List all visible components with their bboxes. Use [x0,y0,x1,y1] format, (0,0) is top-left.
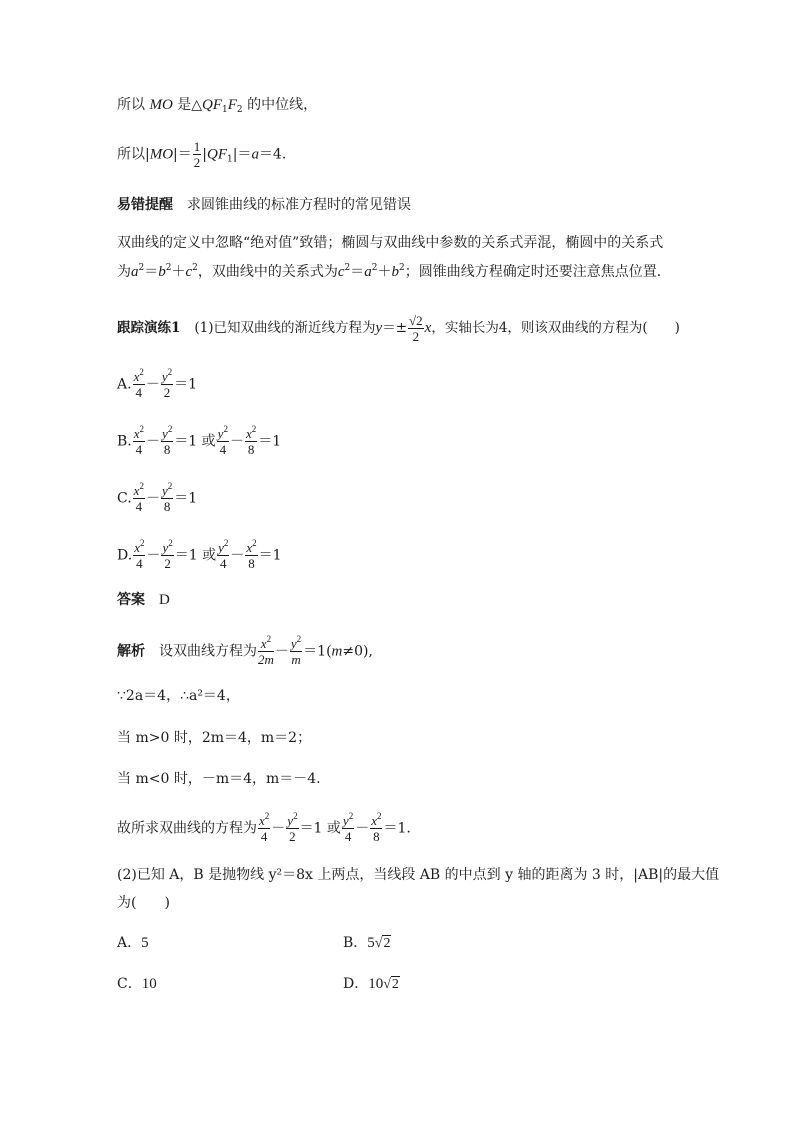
line-mo-length: 所以|MO|＝ $\frac{1}{2}$ $|QF_1|=a=4$. [117,139,287,170]
error-tip-heading [117,195,411,215]
option-a[interactable]: A. $\frac{x^2}{4}$ － $\frac{y^2}{2}$ ＝1 [117,367,198,400]
q2-option-b[interactable]: B．5√2 [343,935,391,951]
var-QF: QF [202,97,223,113]
text: 是△ [177,97,203,113]
answer-line [117,590,170,610]
question-2-line1: (2)已知 A，B 是抛物线 y²＝8x 上两点，当线段 AB 的中点到 y 轴的距离为 3 时，|AB|的最大值 [117,867,720,883]
analysis-line: 解析 设双曲线方程为 $\frac{x^2}{2m}$ － $\frac{y^2}{m}$ ＝1(m≠0), [117,634,373,667]
tip-label: 易错提醒 [117,197,173,213]
line-midline: 所以 MO 是$\triangle QF_1F_2$ 的中位线， [117,97,318,115]
tip-body-line1: 双曲线的定义中忽略“绝对值”致错；椭圆与双曲线中参数的关系式弄混，椭圆中的关系式 [117,235,664,251]
analysis-label: 解析 [117,643,145,660]
var-MO: MO [149,97,173,113]
solution-step-2: 当 m>0 时，2m＝4，m＝2； [117,730,312,746]
answer-value: D [159,592,170,608]
answer-label: 答案 [117,592,145,608]
question-2-line2: 为( ) [117,895,170,911]
var-F: F [227,97,237,113]
tip-title: 求圆锥曲线的标准方程时的常见错误 [187,197,411,213]
text: 的中位线， [247,97,318,113]
option-c[interactable]: C. $\frac{x^2}{4}$ － $\frac{y^2}{8}$ ＝1 [117,481,198,514]
q2-option-a[interactable]: A．5 [117,935,149,951]
option-b[interactable]: B. $\frac{x^2}{4}$ － $\frac{y^2}{8}$ ＝1 或 $\frac{y^2}{4}$ － $\frac{x^2}{8}$ ＝1 [117,424,282,457]
exercise-label: 跟踪演练1 [117,320,181,336]
solution-step-3: 当 m<0 时，－m＝4，m＝－4. [117,771,321,787]
solution-step-1: ∵2a＝4，∴a²＝4， [117,688,240,704]
q2-option-d[interactable]: D．10√2 [343,976,399,992]
text: 所以 [117,97,145,113]
option-d[interactable]: D. $\frac{x^2}{4}$ － $\frac{y^2}{2}$ ＝1 或 $\frac{y^2}{4}$ － $\frac{x^2}{8}$ ＝1 [117,538,282,571]
exercise-1-question: 跟踪演练1 (1)已知双曲线的渐近线方程为y＝± $\frac{√2}{2}$ x，实轴长为4，则该双曲线的方程为( ) [117,313,680,344]
solution-conclusion: 故所求双曲线的方程为 $\frac{x^2}{4}$ － $\frac{y^2}{2}$ ＝1 或 $\frac{y^2}{4}$ － $\frac{x^2}{8}$ ＝1. [117,811,411,844]
fraction-half: $\frac{1}{2}$ [193,139,201,170]
q2-option-c[interactable]: C．10 [117,976,157,992]
tip-body-line2: 为$a^2=b^2+c^2$，双曲线中的关系式为$c^2=a^2+b^2$；圆锥曲线方程确定时还要注意焦点位置． [117,263,671,280]
